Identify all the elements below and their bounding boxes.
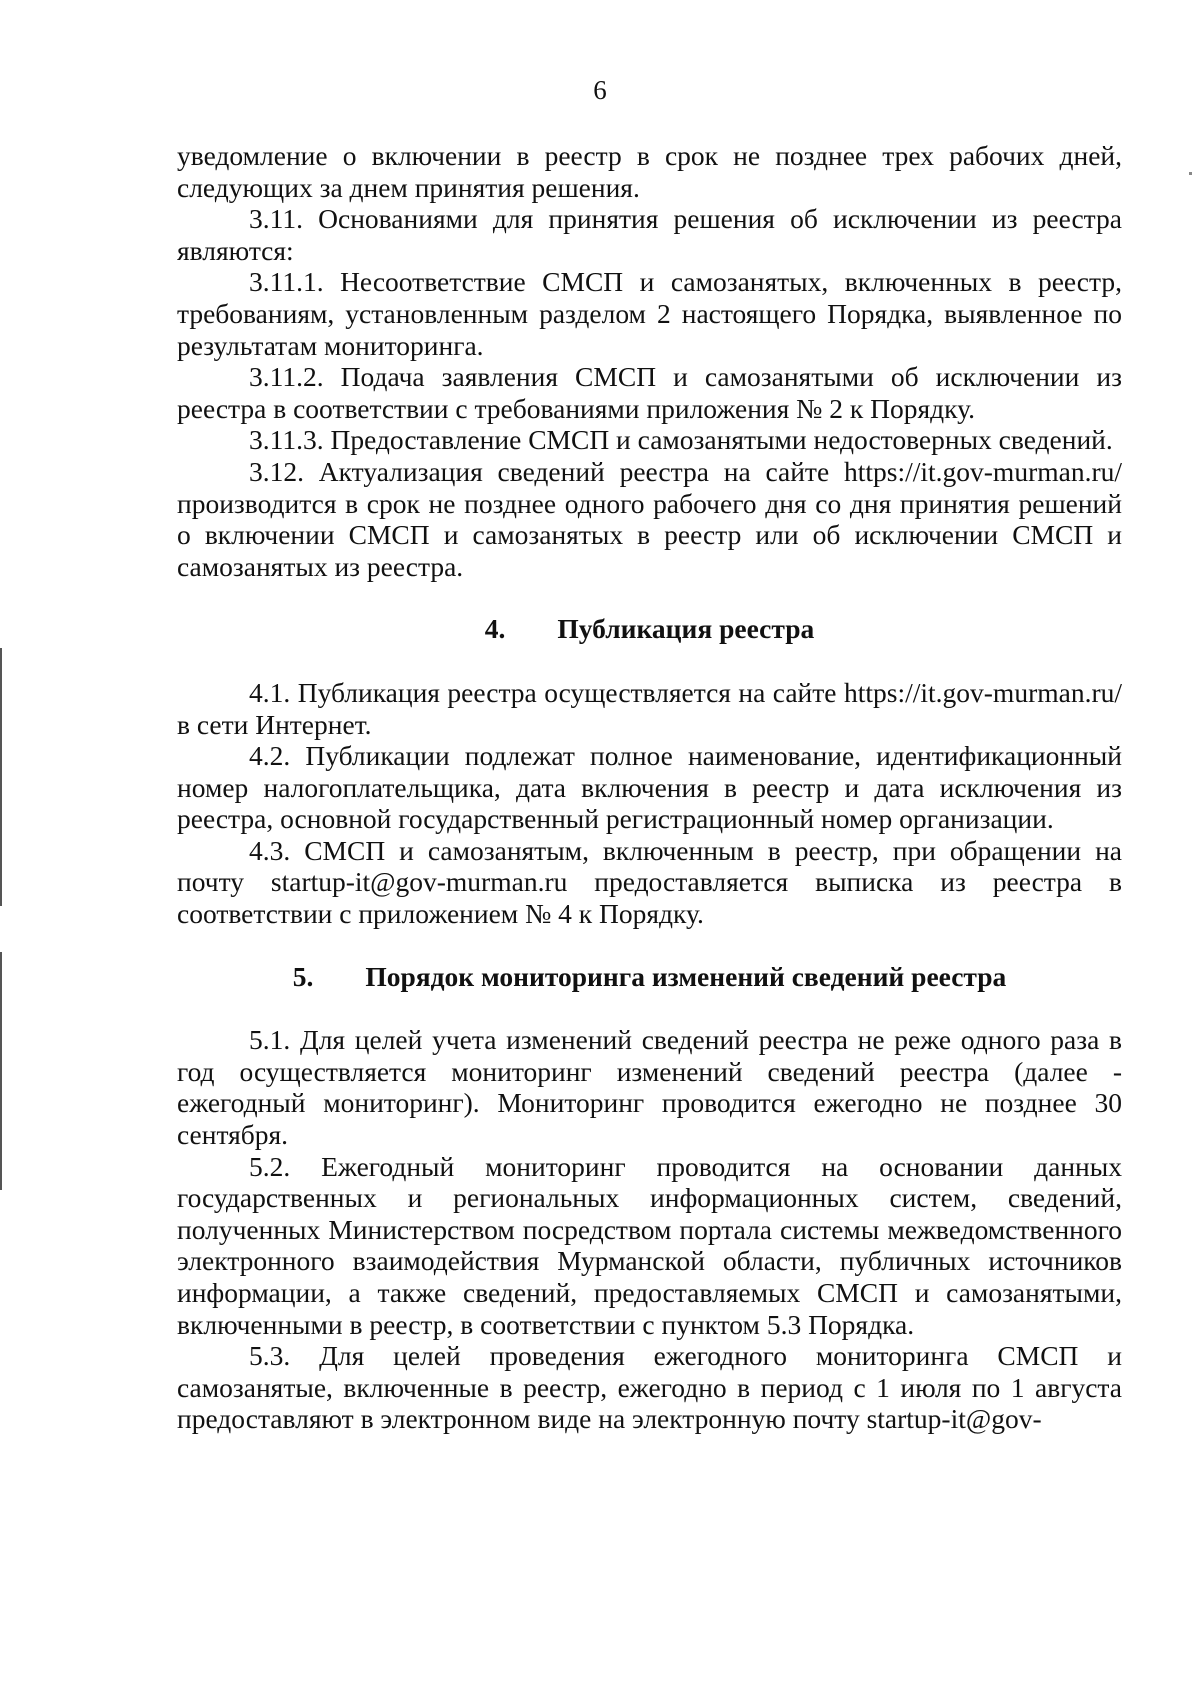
- paragraph-5-2: 5.2. Ежегодный мониторинг проводится на основании данных государственных и региональных информационных систем, сведений, полученных Министерством посредством портала системы межведомственного электронного взаимодействия Мурманской области, публичных источников информации, а также сведений, предоставляемых СМСП и самозанятыми, включенными в реестр, в соответствии с пунктом 5.3 Порядка.: [177, 1150, 1122, 1340]
- scan-speck: [1189, 172, 1192, 175]
- section-5-number: 5.: [292, 960, 314, 992]
- section-4-heading: [177, 613, 1122, 645]
- paragraph-4-2: 4.2. Публикации подлежат полное наименование, идентификационный номер налогоплательщика, дата включения в реестр и дата исключения из реестра, основной государственный регистрационный номер организации.: [177, 740, 1122, 835]
- scan-edge-line: [0, 952, 2, 1190]
- paragraph-continuation: уведомление о включении в реестр в срок не позднее трех рабочих дней, следующих за днем принятия решения.: [177, 140, 1122, 203]
- paragraph-5-1: 5.1. Для целей учета изменений сведений реестра не реже одного раза в год осуществляется мониторинг изменений сведений реестра (далее - ежегодный мониторинг). Мониторинг проводится ежегодно не позднее 30 сентября.: [177, 1024, 1122, 1151]
- paragraph-3-12: 3.12. Актуализация сведений реестра на сайте https://it.gov-murman.ru/ производится в срок не позднее одного рабочего дня со дня принятия решений о включении СМСП и самозанятых в реестр или об исключении СМСП и самозанятых из реестра.: [177, 455, 1122, 582]
- section-5-heading: [177, 961, 1122, 993]
- document-body: [177, 140, 1122, 1435]
- scan-edge-line: [0, 648, 2, 906]
- paragraph-3-11-3: 3.11.3. Предоставление СМСП и самозанятыми недостоверных сведений.: [249, 424, 1113, 456]
- section-4-number: 4.: [484, 613, 506, 645]
- paragraph-3-11-1: 3.11.1. Несоответствие СМСП и самозанятых, включенных в реестр, требованиям, установленным разделом 2 настоящего Порядка, выявленное по результатам мониторинга.: [177, 266, 1122, 361]
- paragraph-5-3: 5.3. Для целей проведения ежегодного мониторинга СМСП и самозанятые, включенные в реестр, ежегодно в период с 1 июля по 1 августа предоставляют в электронном виде на электронную почту startup-it@gov-: [177, 1340, 1122, 1435]
- section-4-title: Публикация реестра: [557, 613, 815, 645]
- paragraph-3-11-2: 3.11.2. Подача заявления СМСП и самозанятыми об исключении из реестра в соответствии с требованиями приложения № 2 к Порядку.: [177, 361, 1122, 424]
- section-5-title: Порядок мониторинга изменений сведений реестра: [365, 960, 1007, 992]
- page-number: 6: [593, 75, 607, 105]
- paragraph-4-1: 4.1. Публикация реестра осуществляется на сайте https://it.gov-murman.ru/ в сети Интернет.: [177, 676, 1122, 740]
- paragraph-4-3: 4.3. СМСП и самозанятым, включенным в реестр, при обращении на почту startup-it@gov-murman.ru предоставляется выписка из реестра в соответствии с приложением № 4 к Порядку.: [177, 834, 1122, 930]
- paragraph-3-11: 3.11. Основаниями для принятия решения об исключении из реестра являются:: [177, 203, 1122, 266]
